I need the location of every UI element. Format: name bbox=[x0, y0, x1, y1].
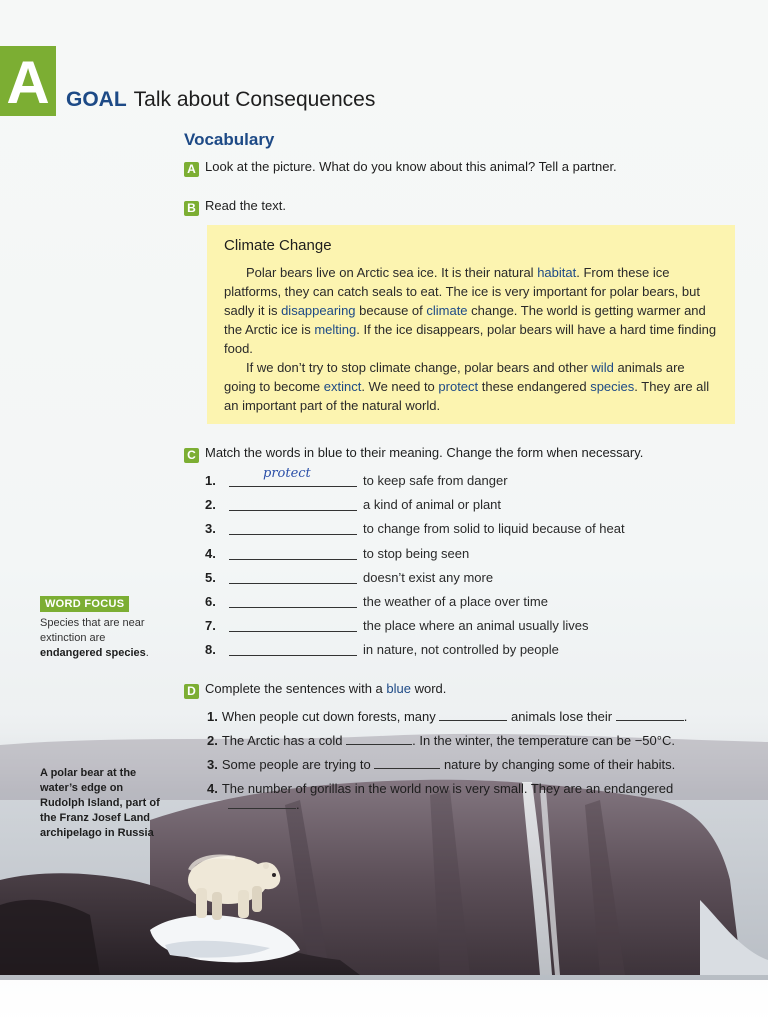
answer-blank[interactable] bbox=[229, 655, 357, 656]
sentence-number: 1. bbox=[207, 709, 218, 724]
reading-paragraph-1 bbox=[224, 263, 719, 358]
answer-blank[interactable] bbox=[229, 510, 357, 511]
section-title: Vocabulary bbox=[184, 130, 275, 149]
sentence-text: Some people are trying to bbox=[221, 757, 375, 772]
match-number: 4. bbox=[205, 545, 216, 561]
sentence-item bbox=[207, 709, 687, 725]
match-number: 6. bbox=[205, 594, 216, 609]
vocab-keyword: extinct bbox=[323, 379, 362, 394]
reading-title: Climate Change bbox=[224, 237, 332, 254]
answer-blank[interactable] bbox=[229, 534, 357, 535]
sentence-text: The Arctic has a cold bbox=[221, 733, 347, 748]
sentence-item bbox=[207, 781, 673, 797]
sentence-text: . bbox=[296, 797, 300, 812]
reading-text: change. The world is getting warmer and the Arctic ice is bbox=[224, 303, 706, 337]
sentence-item bbox=[207, 733, 675, 749]
step-d-text-blue: blue bbox=[386, 681, 411, 696]
reading-text: . They are all an important part of the natural world. bbox=[224, 379, 710, 413]
answer-blank[interactable] bbox=[439, 710, 507, 721]
section-letter-tab bbox=[0, 46, 56, 116]
reading-text: . If the ice disappears, polar bears will have a hard time finding food. bbox=[224, 322, 717, 356]
sentence-text: The number of gorillas in the world now is very small. They are an endangered bbox=[221, 781, 674, 796]
step-b-text: Read the text. bbox=[205, 198, 286, 213]
step-a-text: Look at the picture. What do you know about this animal? Tell a partner. bbox=[205, 159, 617, 174]
vocab-keyword: melting bbox=[314, 322, 357, 337]
answer-blank[interactable] bbox=[229, 486, 357, 487]
answer-blank[interactable] bbox=[616, 710, 684, 721]
reading-text: animals are going to become bbox=[224, 360, 685, 394]
match-definition: the weather of a place over time bbox=[363, 594, 548, 609]
answer-blank[interactable] bbox=[346, 734, 412, 745]
match-number: 3. bbox=[205, 521, 216, 537]
answer-blank[interactable] bbox=[229, 559, 357, 560]
sentence-text: When people cut down forests, many bbox=[221, 709, 440, 724]
badge-b: B bbox=[184, 201, 199, 216]
answer-blank[interactable] bbox=[228, 798, 296, 809]
answer-blank[interactable] bbox=[229, 583, 357, 584]
reading-text: Polar bears live on Arctic sea ice. It is their natural bbox=[246, 265, 538, 280]
answer-blank[interactable] bbox=[374, 758, 440, 769]
vocab-keyword: disappearing bbox=[281, 303, 356, 318]
handwritten-answer: protect bbox=[263, 466, 311, 481]
sentence-item bbox=[207, 757, 675, 773]
reading-paragraph-2 bbox=[224, 358, 719, 415]
step-d-text-after: word. bbox=[414, 681, 447, 696]
match-definition: to keep safe from danger bbox=[363, 473, 508, 488]
reading-text: . From these ice platforms, they can catch seals to eat. The ice is very important for polar bears, but sadly it is bbox=[224, 265, 700, 318]
match-number: 8. bbox=[205, 642, 216, 658]
answer-blank[interactable] bbox=[229, 631, 357, 632]
step-c bbox=[184, 445, 643, 463]
match-definition: a kind of animal or plant bbox=[363, 497, 502, 513]
goal-title: Talk about Consequences bbox=[133, 88, 376, 111]
step-b bbox=[184, 198, 286, 216]
match-definition: doesn’t exist any more bbox=[363, 569, 494, 585]
sentence-number: 2. bbox=[207, 733, 218, 748]
vocab-keyword: habitat bbox=[537, 265, 577, 280]
match-number: 7. bbox=[205, 618, 216, 634]
step-a bbox=[184, 159, 617, 177]
reading-text: . We need to bbox=[361, 379, 439, 394]
sentence-item bbox=[228, 797, 300, 813]
reading-passage bbox=[207, 225, 735, 424]
answer-blank[interactable] bbox=[229, 607, 357, 608]
word-focus-end: . bbox=[145, 647, 149, 659]
word-focus-text: Species that are near extinction are bbox=[40, 617, 145, 644]
vocab-keyword: species bbox=[590, 379, 635, 394]
badge-d: D bbox=[184, 684, 199, 699]
sentence-text: nature by changing some of their habits. bbox=[440, 757, 676, 772]
match-definition: in nature, not controlled by people bbox=[363, 642, 559, 658]
photo-caption: A polar bear at the water’s edge on Rudolph Island, part of the Franz Josef Land archipelago in Russia bbox=[40, 767, 160, 839]
section-letter: A bbox=[6, 49, 50, 116]
match-definition: to change from solid to liquid because of heat bbox=[363, 521, 625, 537]
reading-text: these endangered bbox=[478, 379, 591, 394]
badge-c: C bbox=[184, 448, 199, 463]
reading-text: If we don’t try to stop climate change, polar bears and other bbox=[246, 360, 592, 375]
sentence-number: 3. bbox=[207, 757, 218, 772]
match-definition: the place where an animal usually lives bbox=[363, 618, 589, 634]
step-d-text-before: Complete the sentences with a bbox=[205, 681, 383, 696]
sentence-text: . bbox=[683, 709, 688, 724]
word-focus-term: endangered species bbox=[40, 647, 146, 659]
sentence-text: . In the winter, the temperature can be −50°C. bbox=[412, 733, 675, 748]
match-number: 1. bbox=[205, 473, 216, 488]
reading-text: because of bbox=[355, 303, 427, 318]
sentence-number: 4. bbox=[207, 781, 218, 796]
match-number: 5. bbox=[205, 569, 216, 585]
badge-a: A bbox=[184, 162, 199, 177]
word-focus-body bbox=[40, 616, 170, 661]
goal-label: GOAL bbox=[66, 88, 127, 111]
vocab-keyword: climate bbox=[426, 303, 468, 318]
step-d bbox=[184, 681, 446, 699]
sentence-text: animals lose their bbox=[507, 709, 616, 724]
match-number: 2. bbox=[205, 497, 216, 513]
word-focus-title: WORD FOCUS bbox=[40, 596, 129, 612]
lesson-goal bbox=[66, 88, 375, 112]
step-c-text: Match the words in blue to their meaning. Change the form when necessary. bbox=[205, 445, 644, 460]
vocab-keyword: protect bbox=[438, 379, 479, 394]
match-definition: to stop being seen bbox=[363, 545, 470, 561]
vocab-keyword: wild bbox=[591, 360, 614, 375]
